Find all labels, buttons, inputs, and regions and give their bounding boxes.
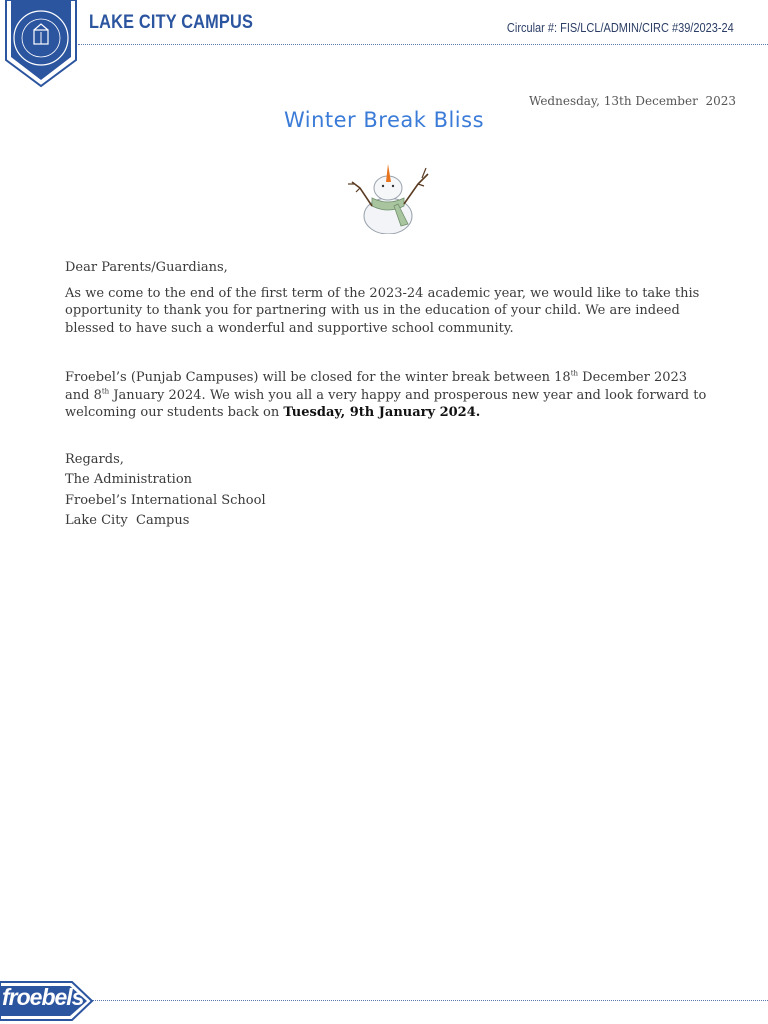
superscript-th: th [570, 369, 579, 378]
header-divider [78, 44, 768, 45]
letter-body [65, 259, 710, 532]
signoff-administration: The Administration [65, 472, 193, 487]
snowman-illustration [338, 158, 438, 234]
greeting: Dear Parents/Guardians, [65, 260, 228, 275]
paragraph-thanks: As we come to the end of the first term of the 2023-24 academic year, we would like to take this opportunity to thank you for partnering with us in the education of your child. We are indeed blessed to have such a wonderful and supportive school community. [65, 285, 700, 336]
signoff-campus: Lake City Campus [65, 513, 190, 528]
froebels-logo-text: froebels [2, 984, 84, 1010]
footer-divider [92, 1000, 768, 1001]
letter-date: Wednesday, 13th December 2023 [528, 94, 736, 108]
paragraph-closure [65, 369, 710, 422]
campus-name: LAKE CITY CAMPUS [89, 12, 254, 33]
closure-text-2: December 2023 and 8 [65, 370, 688, 403]
superscript-th: th [101, 387, 110, 396]
closure-text-3: January 2024. We wish you all a very happy and prosperous new year and look forward to welcoming our students back on [65, 387, 707, 420]
signoff-school: Froebel’s International School [65, 492, 266, 508]
letter-title: Winter Break Bliss [283, 108, 485, 132]
closure-text-1: Froebel’s (Punjab Campuses) will be closed for the winter break between 18 [65, 370, 571, 385]
circular-number: Circular #: FIS/LCL/ADMIN/CIRC #39/2023-24 [507, 21, 734, 35]
school-crest-logo [2, 0, 80, 88]
signoff-regards: Regards, [65, 451, 124, 467]
return-date: Tuesday, 9th January 2024. [283, 405, 481, 420]
